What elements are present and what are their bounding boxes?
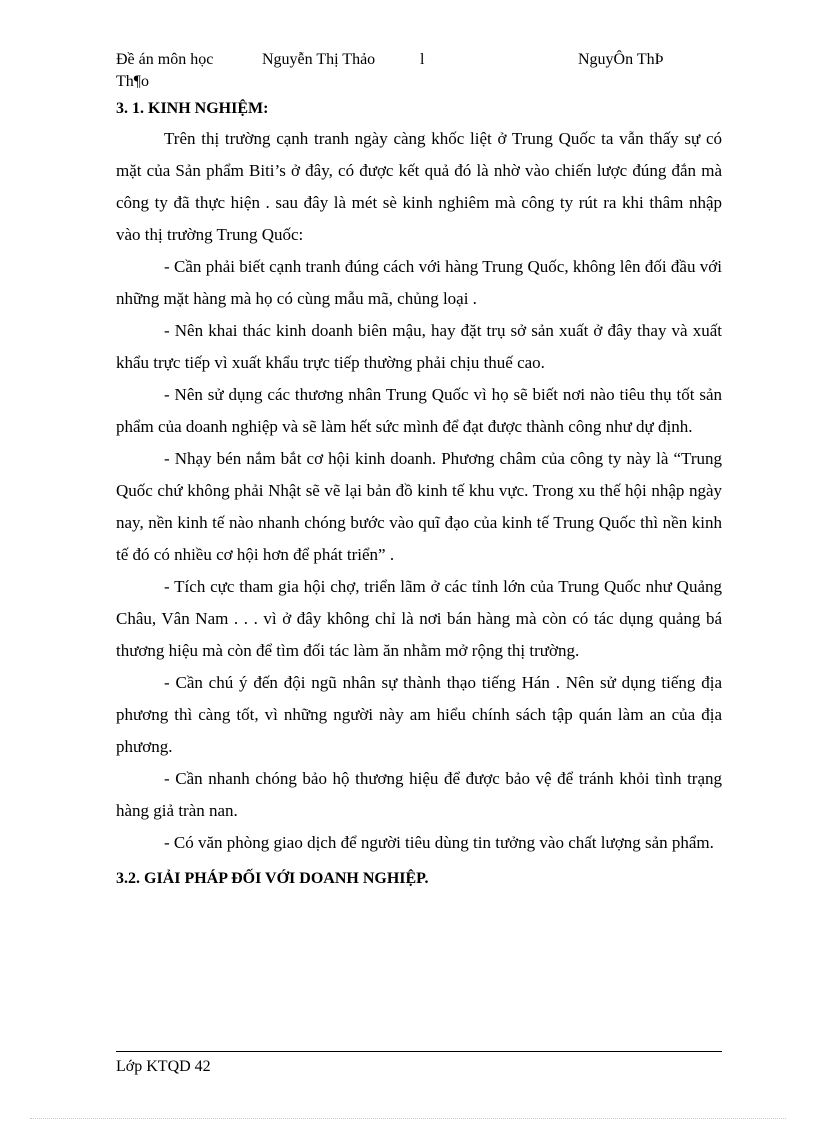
document-body bbox=[116, 95, 722, 893]
paragraph-item-1: - Cần phải biết cạnh tranh đúng cách với hàng Trung Quốc, không lên đối đầu với những mặt hàng mà họ có cùng mẫu mã, chủng loại . bbox=[116, 257, 722, 308]
header-author: Nguyễn Thị Thảo bbox=[262, 51, 376, 68]
header-author-garbled-wrap: Th¶o bbox=[116, 73, 150, 90]
paragraph-item-5: - Tích cực tham gia hội chợ, triển lãm ở các tỉnh lớn của Trung Quốc như Quảng Châu, Vân Nam . . . vì ở đây không chỉ là nơi bán hàng mà còn có tác dụng quảng bá thương hiệu mà còn để tìm đối tác làm ăn nhằm mở rộng thị trường. bbox=[116, 577, 722, 660]
header-separator: l bbox=[420, 51, 425, 68]
paragraph-item-2: - Nên khai thác kinh doanh biên mậu, hay đặt trụ sở sản xuất ở đây thay và xuất khẩu trực tiếp vì xuất khẩu trực tiếp thường phải chịu thuế cao. bbox=[116, 321, 722, 372]
next-section-heading: 3.2. GIẢI PHÁP ĐỐI VỚI DOANH NGHIỆP. bbox=[116, 870, 429, 887]
footer-class-label: Lớp KTQD 42 bbox=[116, 1058, 211, 1075]
header-author-garbled: NguyÔn ThÞ bbox=[578, 51, 664, 68]
page-header bbox=[116, 50, 716, 70]
paragraph-item-8: - Có văn phòng giao dịch để người tiêu dùng tin tưởng vào chất lượng sản phẩm. bbox=[164, 833, 714, 852]
header-course: Đề án môn học bbox=[116, 51, 214, 68]
paragraph-intro: Trên thị trường cạnh tranh ngày càng khốc liệt ở Trung Quốc ta vẫn thấy sự có mặt của Sản phẩm Biti’s ở đây, có được kết quả đó là nhờ vào chiến lược đúng đắn mà công ty đã thực hiện . sau đây là mét sè kinh nghiêm mà công ty rút ra khi thâm nhập vào thị trường Trung Quốc: bbox=[116, 129, 722, 244]
footer-divider bbox=[116, 1051, 722, 1052]
paragraph-item-3: - Nên sử dụng các thương nhân Trung Quốc vì họ sẽ biết nơi nào tiêu thụ tốt sản phẩm của doanh nghiệp và sẽ làm hết sức mình để đạt được thành công như dự định. bbox=[116, 385, 722, 436]
paragraph-item-7: - Cần nhanh chóng bảo hộ thương hiệu để được bảo vệ để tránh khỏi tình trạng hàng giả tràn nan. bbox=[116, 769, 722, 820]
section-heading: 3. 1. KINH NGHIỆM: bbox=[116, 100, 269, 117]
paragraph-item-4: - Nhạy bén nắm bắt cơ hội kinh doanh. Phương châm của công ty này là “Trung Quốc chứ không phải Nhật sẽ vẽ lại bản đồ kinh tế khu vực. Trong xu thế hội nhập ngày nay, nền kinh tế nào nhanh chóng bước vào quĩ đạo của kinh tế Trung Quốc thì nền kinh tế đó có nhiều cơ hội hơn để phát triển” . bbox=[116, 449, 722, 564]
page-bottom-edge bbox=[30, 1118, 786, 1119]
paragraph-item-6: - Cần chú ý đến đội ngũ nhân sự thành thạo tiếng Hán . Nên sử dụng tiếng địa phương thì càng tốt, vì những người này am hiểu chính sách tập quán làm an của địa phương. bbox=[116, 673, 722, 756]
